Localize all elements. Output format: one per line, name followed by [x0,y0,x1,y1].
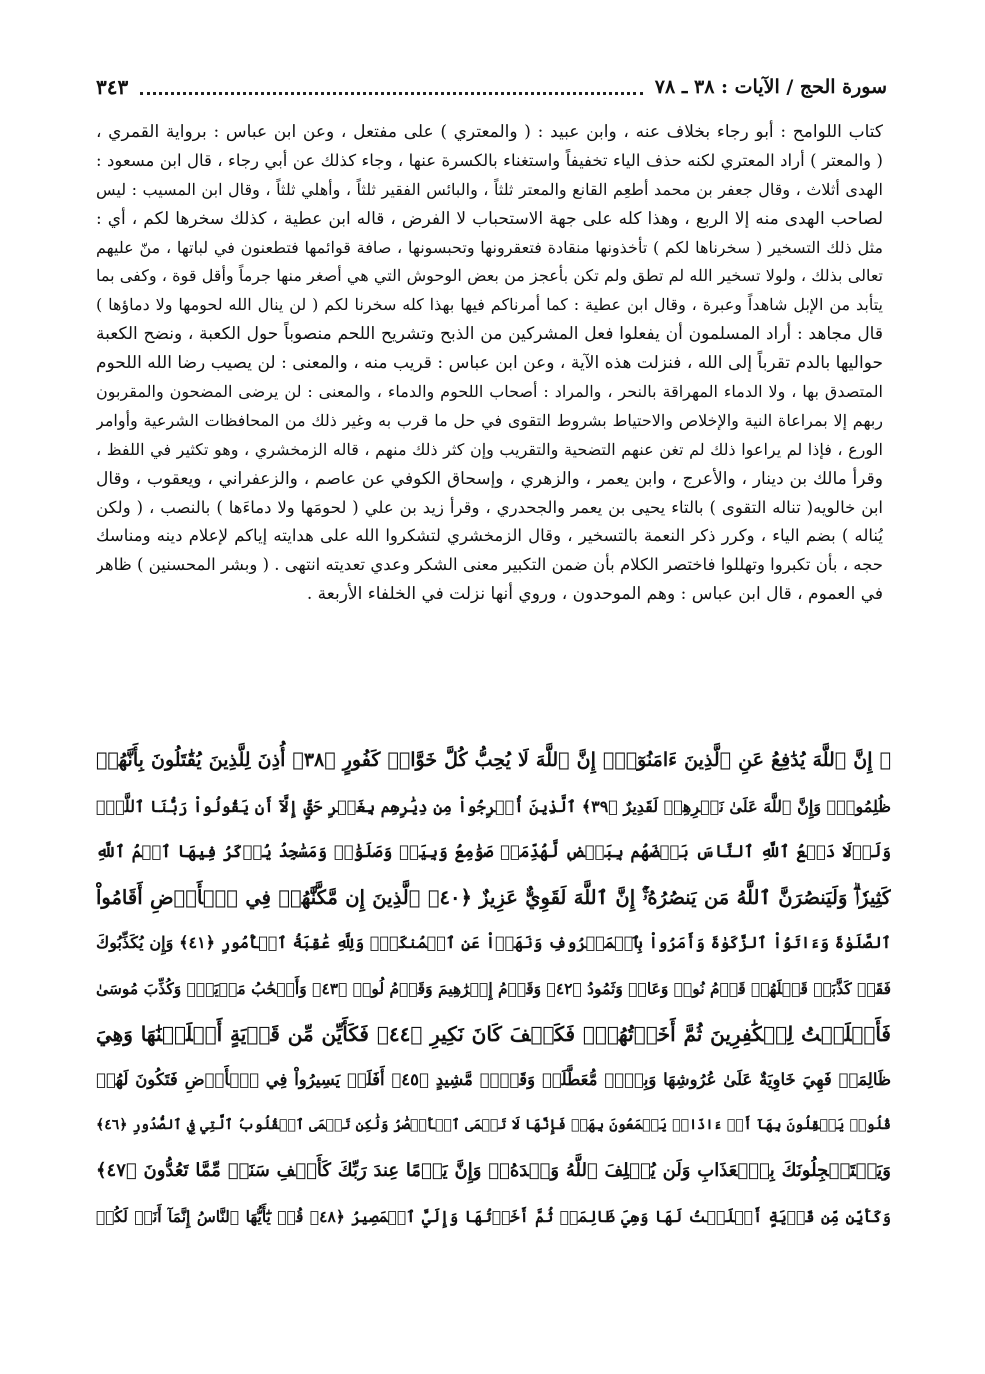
commentary-line: الورع ، فإذا لم يراعوا ذلك لم تغن عنهم التضحية والتقريب وإن كثر ذلك منهم ، قاله الزمخشري ، وهو تكثير في اللفظ ، [96,439,883,459]
commentary-line: لصاحب الهدى منه إلا الربع ، وهذا كله على جهة الاستحباب لا الفرض ، قاله ابن عطية ، كذلك سخرها لكم ، أي : [96,208,883,229]
commentary-line: ( والمعتر ) أراد المعتري لكنه حذف الياء تخفيفاً واستغناء بالكسرة عنها ، وجاء كذلك عن أبي رجاء ، قال ابن مسعود : [96,150,883,170]
commentary-line: وقرأ مالك بن دينار ، والأعرج ، وابن يعمر ، والزهري ، وإسحاق الكوفي عن عاصم ، والزعفراني ، ويعقوب ، وقال [96,468,883,489]
header-dotted-leader [140,80,643,95]
quran-line: ۞ إِنَّ ٱللَّهَ يُدَٰفِعُ عَنِ ٱلَّذِينَ ءَامَنُوٓاْۗ إِنَّ ٱللَّهَ لَا يُحِبُّ كُلَّ خَوَّانٖ كَفُورٍ ﴿٣٨﴾ أُذِنَ لِلَّذِينَ يُقَٰتَلُونَ بِأَنَّهُمۡ [96,749,891,771]
quran-line: ٱلصَّلَوٰةَ وَءَاتَوُاْ ٱلزَّكَوٰةَ وَأَمَرُواْ بِٱلۡمَعۡرُوفِ وَنَهَوۡاْ عَنِ ٱلۡمُنكَرِۗ وَلِلَّهِ عَٰقِبَةُ ٱلۡأُمُورِ ﴿٤١﴾ وَإِن يُكَذِّبُوكَ [96,933,891,953]
commentary-line: ابن خالويه( تناله التقوى ) بالتاء يحيى بن يعمر والجحدري ، وقرأ زيد بن علي ( لحومَها ولا دماءَها ) بالنصب ، ( ولكن [96,497,883,517]
quran-line: وَلَوۡلَا دَفۡعُ ٱللَّهِ ٱلنَّاسَ بَعۡضَهُم بِبَعۡضٖ لَّهُدِّمَتۡ صَوَٰمِعُ وَبِيَعٞ وَصَلَوَٰتٞ وَمَسَٰجِدُ يُذۡكَرُ فِيهَا ٱسۡمُ ٱللَّهِ [96,842,891,862]
commentary-line: الهدى أثلاث ، وقال جعفر بن محمد أطعِم القانع والمعتر ثلثاً ، والبائس الفقير ثلثاً ، وأهلي ثلثاً ، وقال ابن المسيب : ليس [96,179,883,199]
page-header [96,70,887,104]
commentary-line: ربهم إلا بمراعاة النية والإخلاص والاحتياط بشروط التقوى في حل ما قرب به وغير ذلك من المحافظات الشرعية وأوامر [96,410,883,430]
quran-line: فَأَمۡلَيۡتُ لِلۡكَٰفِرِينَ ثُمَّ أَخَذۡتُهُمۡۖ فَكَيۡفَ كَانَ نَكِيرِ ﴿٤٤﴾ فَكَأَيِّن مِّن قَرۡيَةٍ أَهۡلَكۡنَٰهَا وَهِيَ [96,1021,891,1046]
quran-line: وَيَسۡتَعۡجِلُونَكَ بِٱلۡعَذَابِ وَلَن يُخۡلِفَ ٱللَّهُ وَعۡدَهُۥۚ وَإِنَّ يَوۡمًا عِندَ رَبِّكَ كَأَلۡفِ سَنَةٖ مِّمَّا تَعُدُّونَ ﴿٤٧﴾ [96,1160,891,1182]
commentary-line: حجه ، بأن تكبروا وتهللوا فاختصر الكلام بأن ضمن التكبير معنى الشكر وعدي تعديته انتهى . ( وبشر المحسنين ) ظاهر [96,555,883,575]
quran-line: قُلُوبٞ يَعۡقِلُونَ بِهَآ أَوۡ ءَاذَانٞ يَسۡمَعُونَ بِهَاۖ فَإِنَّهَا لَا تَعۡمَى ٱلۡأَبۡصَٰرُ وَلَٰكِن تَعۡمَى ٱلۡقُلُوبُ ٱلَّتِي فِي ٱلصُّدُورِ ﴿٤٦﴾ [96,1116,891,1133]
quran-line: ظَالِمَةٞ فَهِيَ خَاوِيَةٌ عَلَىٰ عُرُوشِهَا وَبِئۡرٖ مُّعَطَّلَةٖ وَقَصۡرٖ مَّشِيدٍ ﴿٤٥﴾ أَفَلَمۡ يَسِيرُواْ فِي ٱلۡأَرۡضِ فَتَكُونَ لَهُمۡ [96,1070,891,1090]
commentary-text [96,118,883,609]
commentary-line: يتأبد من الإبل شاهداً وعبرة ، وقال ابن عطية : كما أمرناكم فيها بهذا كله سخرنا لكم ( لن ينال الله لحومها ولا دماؤها ) [96,295,883,315]
commentary-line: كتاب اللوامح : أبو رجاء بخلاف عنه ، وابن عبيد : ( والمعتري ) على مفتعل ، وعن ابن عباس : برواية القمري ، [96,122,883,142]
page-number: ٣٤٣ [96,75,129,99]
commentary-line: مثل ذلك التسخير ( سخرناها لكم ) تأخذونها منقادة فتعقرونها وتحبسونها ، صافة قوائمها فتطعنون في لباتها ، منّ عليهم [96,237,883,257]
commentary-line: حواليها بالدم تقرباً إلى الله ، فنزلت هذه الآية ، وعن ابن عباس : قريب منه ، والمعنى : لن يصيب رضا الله اللحوم [96,353,883,374]
commentary-line: قال مجاهد : أراد المسلمون أن يفعلوا فعل المشركين من الذبح وتشريح اللحم منصوباً حول الكعبة ، ونضح الكعبة [96,324,883,345]
quran-text [96,738,891,1240]
quran-line: كَثِيرٗاۗ وَلَيَنصُرَنَّ ٱللَّهُ مَن يَنصُرُهُۥٓۚ إِنَّ ٱللَّهَ لَقَوِيٌّ عَزِيزٌ ﴿٤٠﴾ ٱلَّذِينَ إِن مَّكَّنَّٰهُمۡ فِي ٱلۡأَرۡضِ أَقَامُواْ [96,885,891,909]
surah-title: سورة الحج / الآيات : ٣٨ ـ ٧٨ [654,76,887,98]
commentary-line: في العموم ، قال ابن عباس : وهم الموحدون ، وروي أنها نزلت في الخلفاء الأربعة . [306,584,883,605]
commentary-line: تعالى بذلك ، ولولا تسخير الله لم تطق ولم تكن بأعجز من بعض الوحوش التي هي أصغر منها جرماً وأقل قوة ، وكفى بما [96,266,883,286]
quran-line: ظُلِمُواْۚ وَإِنَّ ٱللَّهَ عَلَىٰ نَصۡرِهِمۡ لَقَدِيرٌ ﴿٣٩﴾ ٱلَّذِينَ أُخۡرِجُواْ مِن دِيَٰرِهِم بِغَيۡرِ حَقٍّ إِلَّآ أَن يَقُولُواْ رَبُّنَا ٱللَّهُۗ [96,796,891,816]
quran-line: فَقَدۡ كَذَّبَتۡ قَبۡلَهُمۡ قَوۡمُ نُوحٖ وَعَادٞ وَثَمُودُ ﴿٤٢﴾ وَقَوۡمُ إِبۡرَٰهِيمَ وَقَوۡمُ لُوطٖ ﴿٤٣﴾ وَأَصۡحَٰبُ مَدۡيَنَۖ وَكُذِّبَ مُوسَىٰ [96,978,891,998]
commentary-line: المتصدق بها ، ولا الدماء المهراقة بالنحر ، والمراد : أصحاب اللحوم والدماء ، والمعنى : لن يرضى المضحون والمقربون [96,382,883,402]
quran-line: وَكَأَيِّن مِّن قَرۡيَةٍ أَمۡلَيۡتُ لَهَا وَهِيَ ظَالِمَةٞ ثُمَّ أَخَذۡتُهَا وَإِلَيَّ ٱلۡمَصِيرُ ﴿٤٨﴾ قُلۡ يَٰٓأَيُّهَا ٱلنَّاسُ إِنَّمَآ أَنَا۠ لَكُمۡ [96,1206,891,1226]
commentary-line: يُناله ) بضم الياء ، وكرر ذكر النعمة بالتسخير ، وقال الزمخشري لتشكروا الله على هدايته إياكم لإعلام دينه ومناسك [96,526,883,546]
